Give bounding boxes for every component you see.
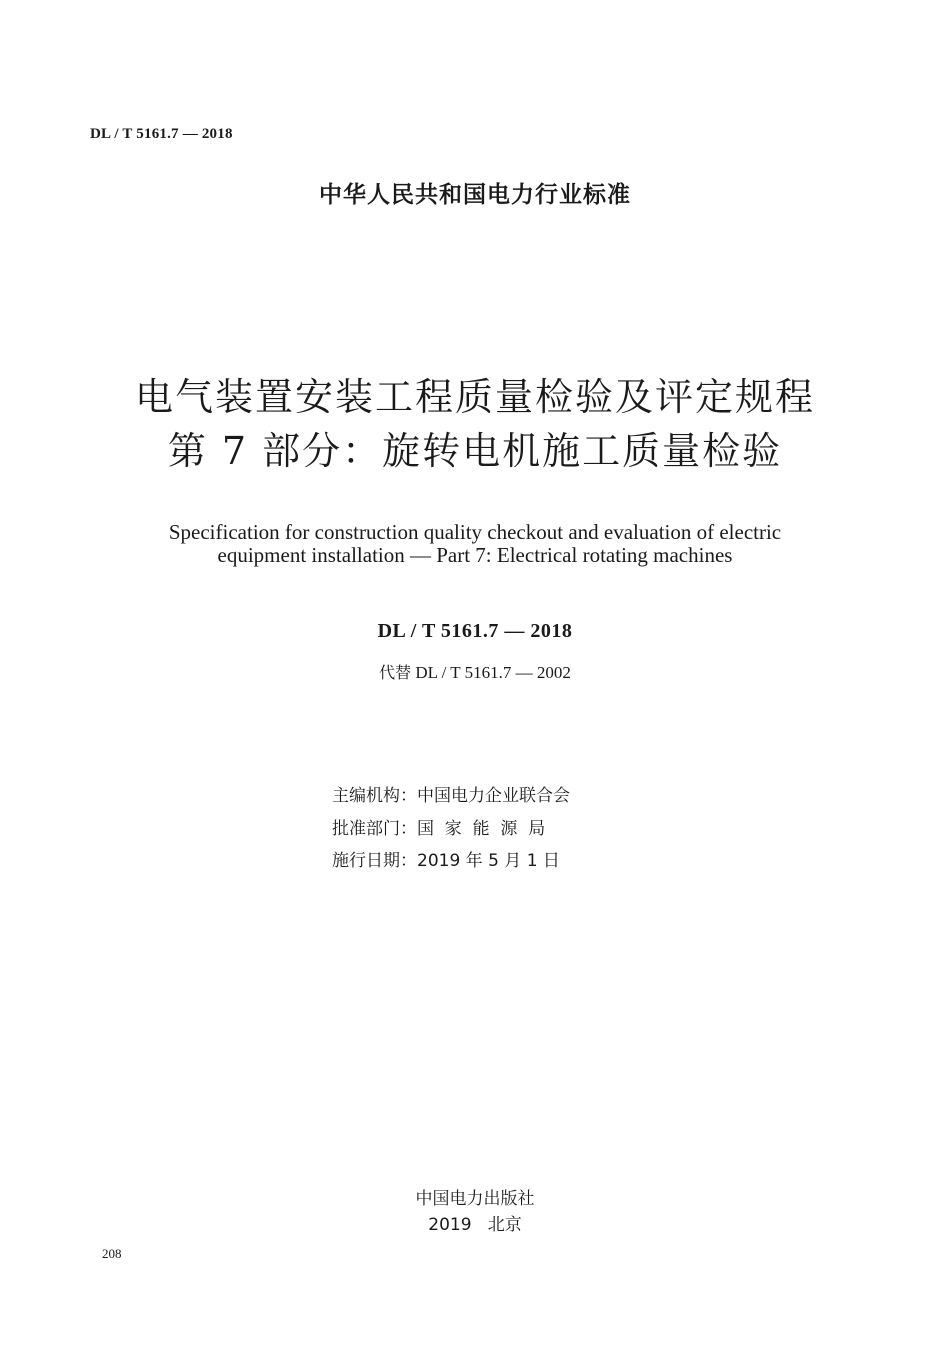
effective-date: 施行日期：2019 年 5 月 1 日 [332, 851, 560, 871]
page-number: 208 [102, 1246, 122, 1261]
document-title-en-line2: equipment installation — Part 7: Electrical rotating machines [217, 543, 733, 567]
approving-department: 批准部门：国 家 能 源 局 [332, 819, 546, 839]
replaces-standard [0, 660, 950, 683]
standard-code: DL / T 5161.7 — 2018 [377, 620, 573, 642]
document-title-zh-line2: 第 7 部分：旋转电机施工质量检验 [167, 429, 783, 473]
document-title-zh-line1: 电气装置安装工程质量检验及评定规程 [134, 375, 815, 419]
replaces-label: 代替 [379, 663, 412, 682]
publisher-name: 中国电力出版社 [415, 1189, 535, 1209]
industry-standard-heading: 中华人民共和国电力行业标准 [319, 182, 631, 208]
editor-organization: 主编机构：中国电力企业联合会 [332, 786, 570, 806]
document-title-en-line1: Specification for construction quality checkout and evaluation of electric [168, 520, 782, 544]
replaces-code: DL / T 5161.7 — 2002 [411, 663, 571, 682]
standard-code-header: DL / T 5161.7 — 2018 [90, 126, 233, 142]
publication-year-city: 2019 北京 [428, 1215, 522, 1235]
